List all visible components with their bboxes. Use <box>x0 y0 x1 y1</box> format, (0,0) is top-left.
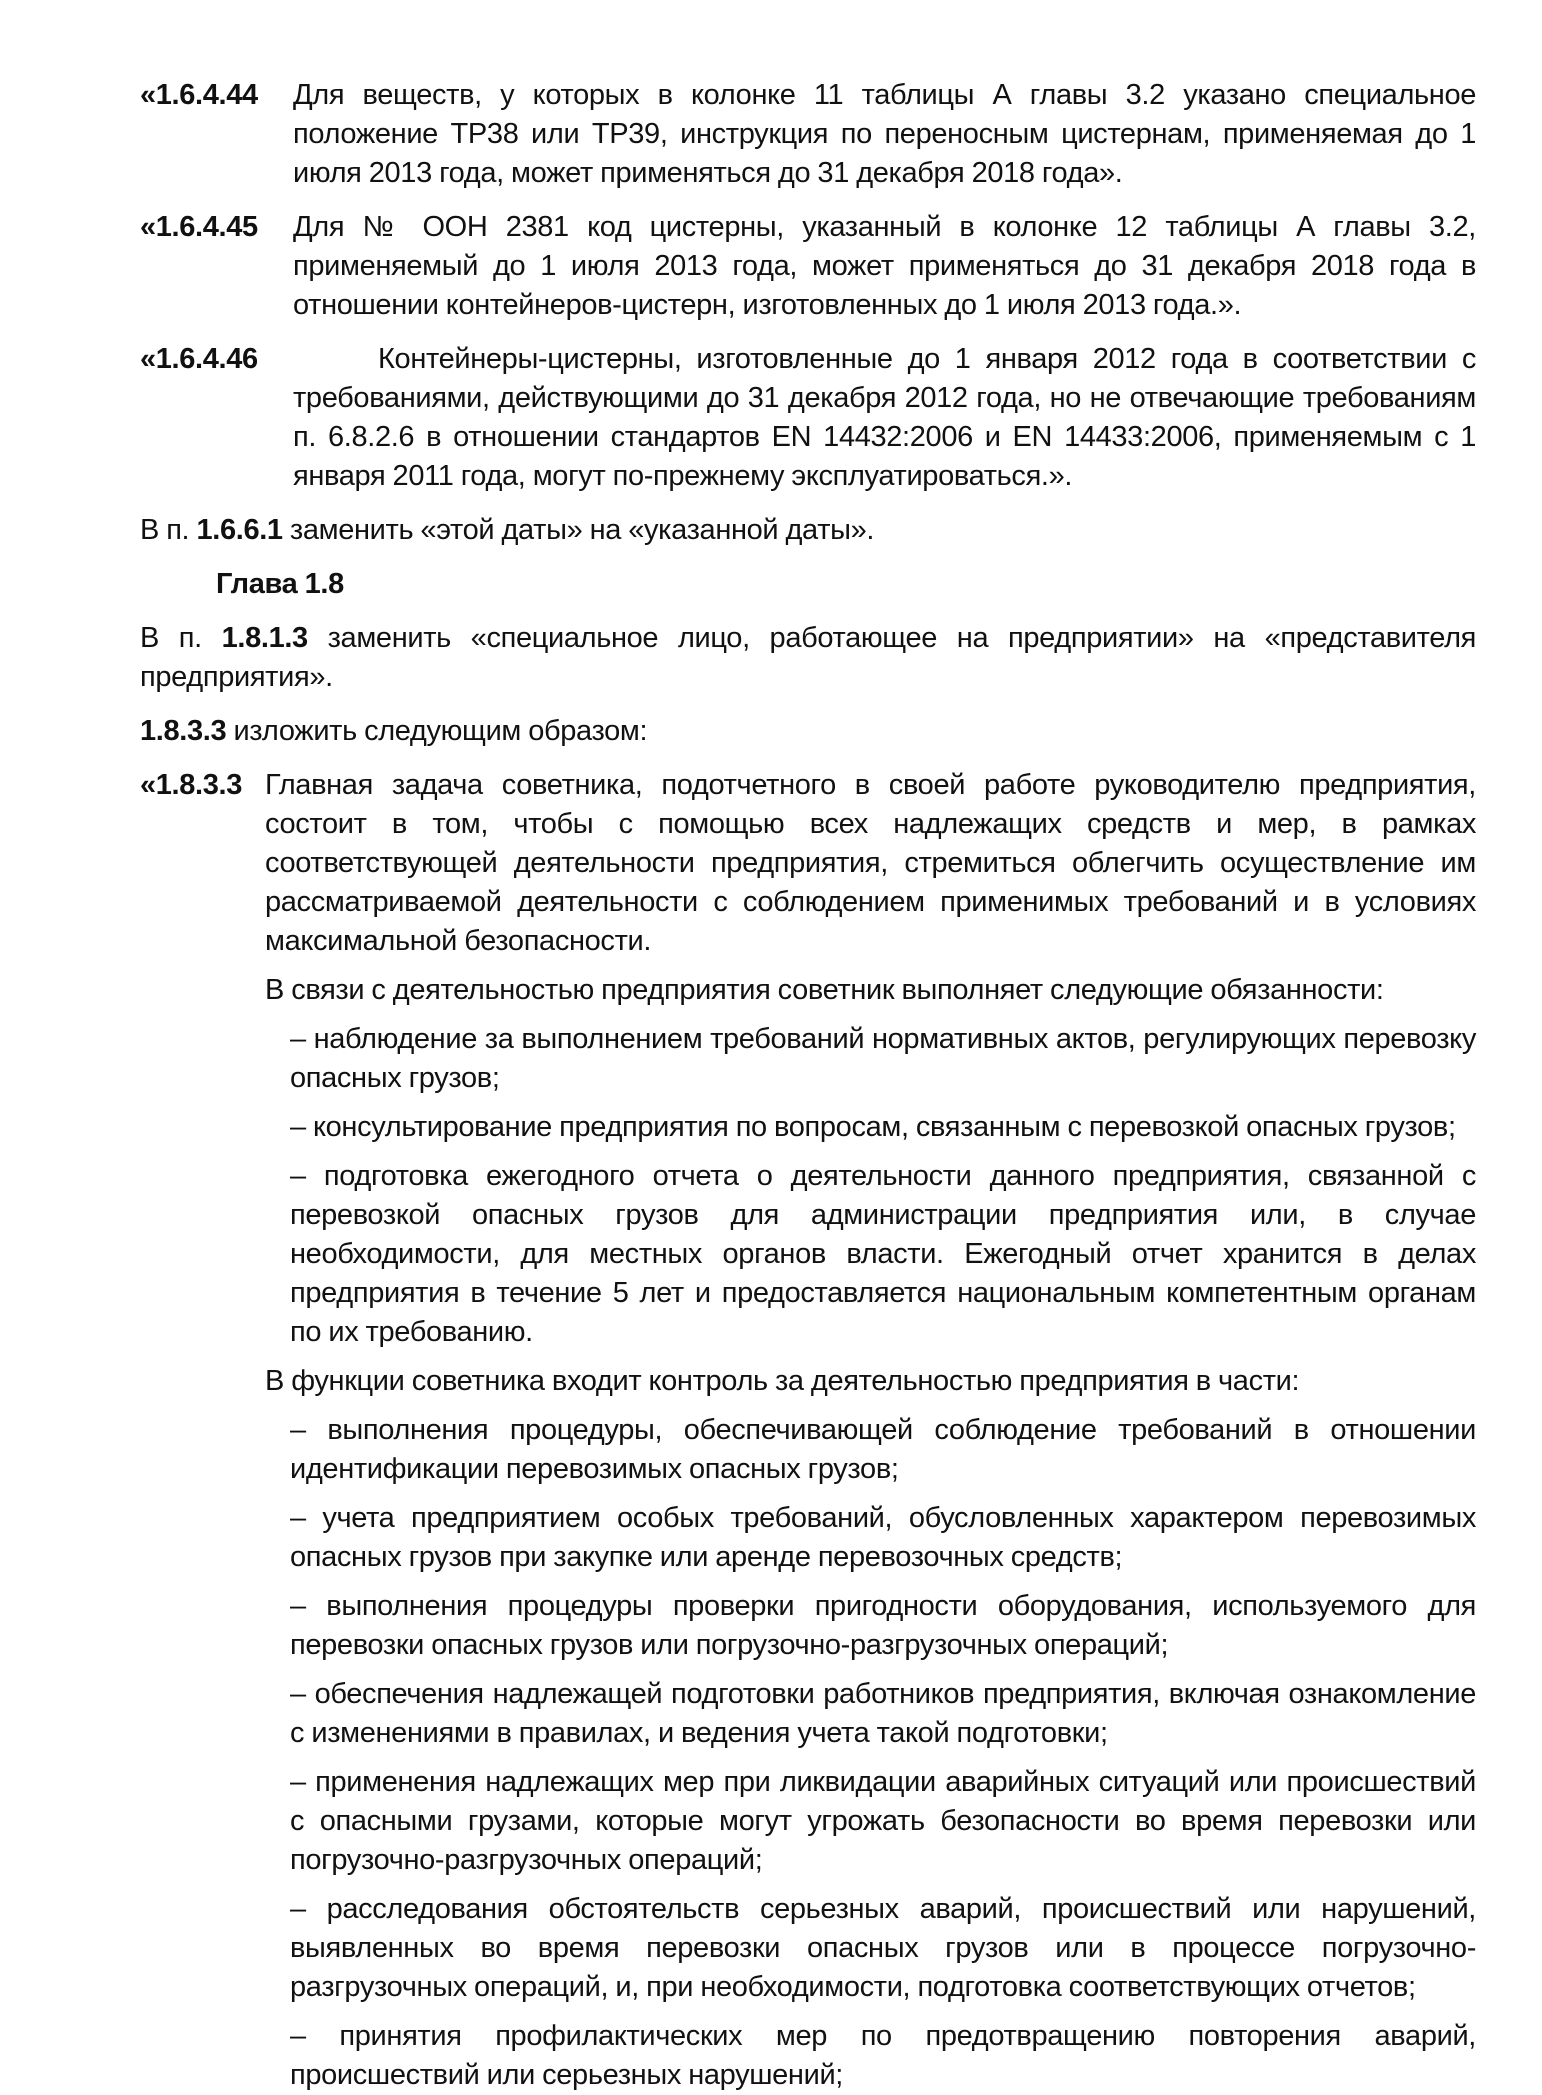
amendment-text: изложить следующим образом: <box>226 715 648 747</box>
entry-number: «1.6.4.46 <box>140 343 258 375</box>
entry-text: Для веществ, у которых в колонке 11 таблицы А главы 3.2 указано специальное положение ТР38 или ТР39, инструкция по переносным цистернам, применяемая до 1 июля 2013 года, может применяться до 31 декабря 2018 года». <box>293 79 1476 189</box>
amendment-1-8-1-3 <box>140 619 1476 697</box>
duty-item: – консультирование предприятия по вопросам, связанным с перевозкой опасных грузов; <box>290 1111 1456 1143</box>
entry-text: Для № ООН 2381 код цистерны, указанный в колонке 12 таблицы А главы 3.2, применяемый до 1 июля 2013 года, может применяться до 31 декабря 2018 года в отношении контейнеров-цистерн, изготовленных до 1 июля 2013 года.». <box>293 211 1476 321</box>
control-item: – учета предприятием особых требований, обусловленных характером перевозимых опасных грузов при закупке или аренде перевозочных средств; <box>290 1502 1476 1573</box>
amendment-prefix: В п. <box>140 514 197 546</box>
entry-1-6-4-45 <box>140 208 1476 325</box>
entry-number: «1.6.4.44 <box>140 79 258 111</box>
amendment-ref: 1.8.3.3 <box>140 715 227 747</box>
section-main-text: Главная задача советника, подотчетного в своей работе руководителю предприятия, состоит в том, чтобы с помощью всех надлежащих средств и мер, в рамках соответствующей деятельности предприятия, стремиться облегчить осуществление им рассматриваемой деятельности с соблюдением применимых требований и в условиях максимальной безопасности. <box>265 769 1476 957</box>
section-1-8-3-3 <box>140 766 1476 961</box>
amendment-text: заменить «этой даты» на «указанной даты». <box>282 514 875 546</box>
control-item: – расследования обстоятельств серьезных аварий, происшествий или нарушений, выявленных во время перевозки опасных грузов или в процессе погрузочно-разгрузочных операций, и, при необходимости, подготовка соответствующих отчетов; <box>290 1893 1476 2003</box>
entry-1-6-4-44 <box>140 76 1476 193</box>
duties-intro: В связи с деятельностью предприятия советник выполняет следующие обязанности: <box>265 974 1384 1006</box>
amendment-1-8-3-3 <box>140 712 1476 751</box>
duty-item: – подготовка ежегодного отчета о деятельности данного предприятия, связанной с перевозкой опасных грузов для администрации предприятия или, в случае необходимости, для местных органов власти. Ежегодный отчет хранится в делах предприятия в течение 5 лет и предоставляется национальным компетентным органам по их требованию. <box>290 1160 1476 1348</box>
amendment-ref: 1.8.1.3 <box>221 622 308 654</box>
entry-text: Контейнеры-цистерны, изготовленные до 1 января 2012 года в соответствии с требованиями, действующими до 31 декабря 2012 года, но не отвечающие требованиям п. 6.8.2.6 в отношении стандартов EN 14432:2006 и EN 14433:2006, применяемым с 1 января 2011 года, могут по-прежнему эксплуатироваться.». <box>293 343 1476 492</box>
control-item: – применения надлежащих мер при ликвидации аварийных ситуаций или происшествий с опасными грузами, которые могут угрожать безопасности во время перевозки или погрузочно-разгрузочных операций; <box>290 1766 1476 1876</box>
duty-item: – наблюдение за выполнением требований нормативных актов, регулирующих перевозку опасных грузов; <box>290 1023 1476 1094</box>
entry-number: «1.6.4.45 <box>140 211 258 243</box>
control-item: – принятия профилактических мер по предотвращению повторения аварий, происшествий или серьезных нарушений; <box>290 2020 1476 2091</box>
amendment-prefix: В п. <box>140 622 222 654</box>
control-item: – выполнения процедуры проверки пригодности оборудования, используемого для перевозки опасных грузов или погрузочно-разгрузочных операций; <box>290 1590 1476 1661</box>
control-intro: В функции советника входит контроль за деятельностью предприятия в части: <box>265 1365 1300 1397</box>
control-item: – выполнения процедуры, обеспечивающей соблюдение требований в отношении идентификации перевозимых опасных грузов; <box>290 1414 1476 1485</box>
control-item: – обеспечения надлежащей подготовки работников предприятия, включая ознакомление с изменениями в правилах, и ведения учета такой подготовки; <box>290 1678 1476 1749</box>
entry-1-6-4-46 <box>140 340 1476 496</box>
section-number: «1.8.3.3 <box>140 769 243 801</box>
amendment-1-6-6-1 <box>140 511 1476 550</box>
amendment-ref: 1.6.6.1 <box>196 514 283 546</box>
amendment-text: заменить «специальное лицо, работающее на предприятии» на «представителя предприятия». <box>140 622 1476 693</box>
chapter-heading: Глава 1.8 <box>216 568 344 600</box>
